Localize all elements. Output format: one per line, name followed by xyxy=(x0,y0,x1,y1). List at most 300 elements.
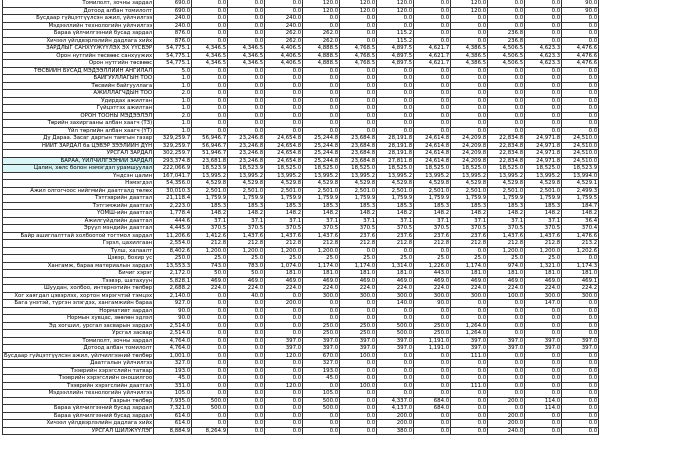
value-cell[interactable]: 0.0 xyxy=(414,315,451,323)
value-cell[interactable]: 0.0 xyxy=(265,292,303,300)
value-cell[interactable]: 0.0 xyxy=(340,112,377,120)
row-label-cell[interactable]: Тэтгэмжийн даатгал xyxy=(3,202,154,210)
row-label-cell[interactable]: Тээвэр, шатахуун xyxy=(3,277,154,285)
row-label-cell[interactable]: Бага үнэтэй, түргэн элэгдэх, хангамжийн бараа xyxy=(3,300,154,308)
value-cell[interactable]: 213.2 xyxy=(562,240,599,248)
value-cell[interactable]: 0.0 xyxy=(303,315,340,323)
value-cell[interactable]: 185.3 xyxy=(340,202,377,210)
value-cell[interactable]: 13,995.2 xyxy=(451,172,488,180)
value-cell[interactable]: 0.0 xyxy=(451,82,488,90)
value-cell[interactable]: 0.0 xyxy=(414,382,451,390)
value-cell[interactable]: 0.0 xyxy=(414,112,451,120)
value-cell[interactable]: 24,971.8 xyxy=(525,135,562,143)
value-cell[interactable]: 0.0 xyxy=(265,90,303,98)
value-cell[interactable]: 0.0 xyxy=(303,412,340,420)
value-cell[interactable]: 0.0 xyxy=(451,427,488,435)
value-cell[interactable]: 0.0 xyxy=(377,15,414,23)
value-cell[interactable]: 0.0 xyxy=(377,112,414,120)
value-cell[interactable]: 2,554.0 xyxy=(154,240,192,248)
value-cell[interactable]: 237.6 xyxy=(451,232,488,240)
value-cell[interactable]: 0.0 xyxy=(265,105,303,113)
value-cell[interactable]: 0.0 xyxy=(228,360,265,368)
value-cell[interactable]: 1,200.0 xyxy=(265,247,303,255)
value-cell[interactable]: 0.0 xyxy=(228,82,265,90)
value-cell[interactable]: 329,259.7 xyxy=(154,135,192,143)
value-cell[interactable]: 0.0 xyxy=(377,315,414,323)
value-cell[interactable]: 200.0 xyxy=(488,412,525,420)
value-cell[interactable]: 500.0 xyxy=(192,397,228,405)
value-cell[interactable]: 0.0 xyxy=(340,22,377,30)
value-cell[interactable]: 974.0 xyxy=(488,262,525,270)
value-cell[interactable]: 0.0 xyxy=(451,412,488,420)
value-cell[interactable]: 0.0 xyxy=(414,105,451,113)
value-cell[interactable]: 397.0 xyxy=(265,345,303,353)
value-cell[interactable]: 0.0 xyxy=(414,82,451,90)
value-cell[interactable]: 250.0 xyxy=(340,322,377,330)
value-cell[interactable]: 397.0 xyxy=(303,337,340,345)
value-cell[interactable]: 4,346.5 xyxy=(228,60,265,68)
value-cell[interactable]: 37.1 xyxy=(265,217,303,225)
value-cell[interactable]: 0.0 xyxy=(451,367,488,375)
value-cell[interactable]: 224.0 xyxy=(488,285,525,293)
value-cell[interactable]: 25.0 xyxy=(525,255,562,263)
value-cell[interactable]: 1,759.9 xyxy=(414,195,451,203)
value-cell[interactable]: 120.0 xyxy=(340,0,377,7)
value-cell[interactable]: 0.0 xyxy=(228,405,265,413)
value-cell[interactable]: 148.2 xyxy=(303,210,340,218)
value-cell[interactable]: 0.0 xyxy=(192,90,228,98)
value-cell[interactable]: 4,621.7 xyxy=(414,52,451,60)
value-cell[interactable]: 0.0 xyxy=(525,7,562,15)
value-cell[interactable]: 397.0 xyxy=(525,337,562,345)
value-cell[interactable]: 240.0 xyxy=(154,22,192,30)
value-cell[interactable]: 8,884.9 xyxy=(154,427,192,435)
value-cell[interactable]: 0.0 xyxy=(192,360,228,368)
row-label-cell[interactable]: Хичээл үйлдвэрлэлийн дадлага хийх xyxy=(3,37,154,45)
value-cell[interactable]: 2,501.0 xyxy=(192,187,228,195)
value-cell[interactable]: 212.8 xyxy=(414,240,451,248)
row-label-cell[interactable]: Цалин, хөлс болон нэмэгдэл урамшуулал xyxy=(3,165,154,173)
value-cell[interactable]: 469.0 xyxy=(451,277,488,285)
value-cell[interactable]: 24,209.8 xyxy=(451,142,488,150)
value-cell[interactable]: 0.0 xyxy=(488,322,525,330)
value-cell[interactable]: 4,529.8 xyxy=(488,180,525,188)
value-cell[interactable]: 24,654.8 xyxy=(265,142,303,150)
value-cell[interactable]: 2,514.0 xyxy=(154,330,192,338)
value-cell[interactable]: 18,525.0 xyxy=(488,165,525,173)
value-cell[interactable]: 24,209.8 xyxy=(451,150,488,158)
value-cell[interactable]: 0.0 xyxy=(265,360,303,368)
value-cell[interactable]: 212.8 xyxy=(488,240,525,248)
value-cell[interactable]: 0.0 xyxy=(340,405,377,413)
value-cell[interactable]: 13,995.2 xyxy=(414,172,451,180)
value-cell[interactable]: 90.0 xyxy=(154,307,192,315)
value-cell[interactable]: 0.0 xyxy=(414,30,451,38)
row-label-cell[interactable]: Үйл төрлийн албан хаагч (ҮТ) xyxy=(3,127,154,135)
value-cell[interactable]: 0.0 xyxy=(265,427,303,435)
value-cell[interactable]: 200.0 xyxy=(488,397,525,405)
row-label-cell[interactable]: Мэдээллийн технологийн үйлчилгээ xyxy=(3,22,154,30)
value-cell[interactable]: 1,264.0 xyxy=(451,330,488,338)
value-cell[interactable]: 181.0 xyxy=(377,270,414,278)
value-cell[interactable]: 0.0 xyxy=(303,90,340,98)
row-label-cell[interactable]: Шуудан, холбоо, интернэтийн төлбөр xyxy=(3,285,154,293)
value-cell[interactable]: 0.0 xyxy=(228,375,265,383)
value-cell[interactable]: 23,684.8 xyxy=(340,142,377,150)
value-cell[interactable]: 300.0 xyxy=(451,292,488,300)
row-label-cell[interactable]: Томилолт, зочны зардал xyxy=(3,337,154,345)
value-cell[interactable]: 90.0 xyxy=(154,315,192,323)
value-cell[interactable]: 51,946.7 xyxy=(192,150,228,158)
value-cell[interactable]: 105.0 xyxy=(154,390,192,398)
value-cell[interactable]: 1,759.9 xyxy=(451,195,488,203)
value-cell[interactable]: 237.6 xyxy=(414,232,451,240)
value-cell[interactable]: 0.0 xyxy=(488,105,525,113)
value-cell[interactable]: 0.0 xyxy=(228,345,265,353)
value-cell[interactable]: 4,529.8 xyxy=(525,180,562,188)
value-cell[interactable]: 37.1 xyxy=(451,217,488,225)
row-label-cell[interactable]: ТӨСВИЙН БУСАД МЭДЭЭЛЛИЙН АНГИЛАЛ xyxy=(3,67,154,75)
value-cell[interactable]: 25,244.8 xyxy=(303,135,340,143)
value-cell[interactable]: 4,764.0 xyxy=(154,345,192,353)
value-cell[interactable]: 469.0 xyxy=(488,277,525,285)
value-cell[interactable]: 37.1 xyxy=(303,217,340,225)
value-cell[interactable]: 23,684.8 xyxy=(340,135,377,143)
value-cell[interactable]: 0.0 xyxy=(525,22,562,30)
value-cell[interactable]: 1.0 xyxy=(154,105,192,113)
value-cell[interactable]: 4,621.7 xyxy=(414,45,451,53)
value-cell[interactable]: 212.8 xyxy=(377,240,414,248)
value-cell[interactable]: 0.0 xyxy=(192,67,228,75)
value-cell[interactable]: 0.0 xyxy=(525,382,562,390)
value-cell[interactable]: 397.0 xyxy=(488,345,525,353)
value-cell[interactable]: 0.0 xyxy=(451,315,488,323)
value-cell[interactable]: 0.0 xyxy=(192,330,228,338)
value-cell[interactable]: 4,888.5 xyxy=(303,45,340,53)
value-cell[interactable]: 380.0 xyxy=(377,427,414,435)
row-label-cell[interactable]: ҮОМШ-ийн даатгал xyxy=(3,210,154,218)
value-cell[interactable]: 37.1 xyxy=(377,217,414,225)
row-label-cell[interactable]: Байр ашиглалттай холбоотой тогтмол зардал xyxy=(3,232,154,240)
value-cell[interactable]: 0.0 xyxy=(228,127,265,135)
value-cell[interactable]: 0.0 xyxy=(340,412,377,420)
value-cell[interactable]: 212.8 xyxy=(265,240,303,248)
value-cell[interactable]: 4,529.8 xyxy=(228,180,265,188)
row-label-cell[interactable]: Нормативт зардал xyxy=(3,307,154,315)
value-cell[interactable]: 397.0 xyxy=(451,345,488,353)
value-cell[interactable]: 23,246.8 xyxy=(228,142,265,150)
value-cell[interactable]: 300.0 xyxy=(303,292,340,300)
value-cell[interactable]: 0.0 xyxy=(340,307,377,315)
value-cell[interactable]: 0.0 xyxy=(488,67,525,75)
value-cell[interactable]: 11,206.6 xyxy=(154,232,192,240)
value-cell[interactable]: 0.0 xyxy=(303,420,340,428)
value-cell[interactable]: 28,191.8 xyxy=(377,150,414,158)
value-cell[interactable]: 0.0 xyxy=(488,330,525,338)
value-cell[interactable]: 250.0 xyxy=(303,322,340,330)
value-cell[interactable]: 250.0 xyxy=(303,330,340,338)
value-cell[interactable]: 370.5 xyxy=(377,225,414,233)
value-cell[interactable]: 0.0 xyxy=(265,390,303,398)
value-cell[interactable]: 45.0 xyxy=(303,375,340,383)
value-cell[interactable]: 185.3 xyxy=(303,202,340,210)
value-cell[interactable]: 24,654.8 xyxy=(265,135,303,143)
value-cell[interactable]: 0.0 xyxy=(303,75,340,83)
value-cell[interactable]: 397.0 xyxy=(451,337,488,345)
value-cell[interactable]: 0.0 xyxy=(525,360,562,368)
value-cell[interactable]: 0.0 xyxy=(192,75,228,83)
value-cell[interactable]: 200.0 xyxy=(377,420,414,428)
value-cell[interactable]: 1,437.6 xyxy=(525,232,562,240)
value-cell[interactable]: 212.8 xyxy=(228,240,265,248)
value-cell[interactable]: 500.0 xyxy=(377,330,414,338)
value-cell[interactable]: 0.0 xyxy=(525,307,562,315)
value-cell[interactable]: 224.0 xyxy=(414,285,451,293)
value-cell[interactable]: 0.0 xyxy=(265,322,303,330)
row-label-cell[interactable]: Хог хаягдал цэвэрлэх, хортон мэрэгчтэй тэмцэх xyxy=(3,292,154,300)
value-cell[interactable]: 0.0 xyxy=(414,15,451,23)
value-cell[interactable]: 0.0 xyxy=(488,382,525,390)
value-cell[interactable]: 0.0 xyxy=(303,382,340,390)
value-cell[interactable]: 0.0 xyxy=(265,307,303,315)
value-cell[interactable]: 4,506.5 xyxy=(488,45,525,53)
value-cell[interactable]: 0.0 xyxy=(228,90,265,98)
value-cell[interactable]: 18,525.0 xyxy=(451,165,488,173)
value-cell[interactable]: 0.0 xyxy=(525,427,562,435)
value-cell[interactable]: 0.0 xyxy=(525,75,562,83)
value-cell[interactable]: 397.0 xyxy=(340,337,377,345)
row-label-cell[interactable]: ЗАРДЛЫГ САНХҮҮЖҮҮЛЭХ ЭХ ҮҮСВЭР xyxy=(3,45,154,53)
value-cell[interactable]: 0.0 xyxy=(340,90,377,98)
value-cell[interactable]: 2,501.0 xyxy=(377,187,414,195)
value-cell[interactable]: 224.0 xyxy=(228,285,265,293)
value-cell[interactable]: 0.0 xyxy=(451,37,488,45)
value-cell[interactable]: 56,946.7 xyxy=(192,142,228,150)
value-cell[interactable]: 120.0 xyxy=(451,7,488,15)
row-label-cell[interactable]: Ажилгүйдлийн даатгал xyxy=(3,217,154,225)
value-cell[interactable]: 4,346.5 xyxy=(192,60,228,68)
value-cell[interactable]: 0.0 xyxy=(265,412,303,420)
value-cell[interactable]: 25.0 xyxy=(265,255,303,263)
value-cell[interactable]: 0.0 xyxy=(488,315,525,323)
value-cell[interactable]: 22,834.8 xyxy=(488,142,525,150)
value-cell[interactable]: 4,764.0 xyxy=(154,337,192,345)
value-cell[interactable]: 24,209.8 xyxy=(451,135,488,143)
value-cell[interactable]: 185.3 xyxy=(228,202,265,210)
value-cell[interactable]: 500.0 xyxy=(377,322,414,330)
row-label-cell[interactable]: Эрүүл мэндийн даатгал xyxy=(3,225,154,233)
value-cell[interactable]: 120.0 xyxy=(303,7,340,15)
value-cell[interactable]: 148.2 xyxy=(562,210,599,218)
value-cell[interactable]: 4,445.9 xyxy=(154,225,192,233)
value-cell[interactable]: 184.7 xyxy=(562,202,599,210)
value-cell[interactable]: 690.0 xyxy=(154,7,192,15)
value-cell[interactable]: 212.8 xyxy=(192,240,228,248)
value-cell[interactable]: 37.1 xyxy=(228,217,265,225)
value-cell[interactable]: 0.0 xyxy=(377,382,414,390)
row-label-cell[interactable]: Газрын төлбөр xyxy=(3,397,154,405)
value-cell[interactable]: 24,971.8 xyxy=(525,150,562,158)
value-cell[interactable]: 24,654.8 xyxy=(265,150,303,158)
value-cell[interactable]: 24,614.8 xyxy=(414,157,451,165)
value-cell[interactable]: 2,223.0 xyxy=(154,202,192,210)
value-cell[interactable]: 185.3 xyxy=(377,202,414,210)
value-cell[interactable]: 4,506.5 xyxy=(488,60,525,68)
value-cell[interactable]: 45.0 xyxy=(154,375,192,383)
value-cell[interactable]: 0.0 xyxy=(265,420,303,428)
value-cell[interactable]: 37.1 xyxy=(414,217,451,225)
value-cell[interactable]: 4,476.6 xyxy=(562,52,599,60)
value-cell[interactable]: 397.0 xyxy=(303,345,340,353)
value-cell[interactable]: 25.0 xyxy=(303,255,340,263)
value-cell[interactable]: 0.0 xyxy=(488,307,525,315)
value-cell[interactable]: 0.0 xyxy=(525,90,562,98)
value-cell[interactable]: 4,623.3 xyxy=(525,52,562,60)
value-cell[interactable]: 120.0 xyxy=(265,382,303,390)
value-cell[interactable]: 0.0 xyxy=(562,427,599,435)
value-cell[interactable]: 397.0 xyxy=(377,345,414,353)
row-label-cell[interactable]: БАРАА, ҮЙЛЧИЛГЭЭНИЙ ЗАРДАЛ xyxy=(3,157,154,165)
value-cell[interactable]: 4,529.8 xyxy=(265,180,303,188)
value-cell[interactable]: 28,191.8 xyxy=(377,135,414,143)
value-cell[interactable]: 212.8 xyxy=(451,240,488,248)
row-label-cell[interactable]: Орон нутгийн төсвөөс xyxy=(3,60,154,68)
value-cell[interactable]: 0.0 xyxy=(228,397,265,405)
value-cell[interactable]: 0.0 xyxy=(303,22,340,30)
value-cell[interactable]: 0.0 xyxy=(488,22,525,30)
value-cell[interactable]: 114.0 xyxy=(525,397,562,405)
value-cell[interactable]: 24,614.8 xyxy=(414,142,451,150)
value-cell[interactable]: 0.0 xyxy=(488,97,525,105)
value-cell[interactable]: 0.0 xyxy=(340,375,377,383)
value-cell[interactable]: 4,768.5 xyxy=(340,45,377,53)
value-cell[interactable]: 1,200.0 xyxy=(228,247,265,255)
value-cell[interactable]: 0.0 xyxy=(562,255,599,263)
value-cell[interactable]: 2,501.0 xyxy=(303,187,340,195)
value-cell[interactable]: 0.0 xyxy=(562,22,599,30)
value-cell[interactable]: 4,346.5 xyxy=(192,45,228,53)
value-cell[interactable]: 0.0 xyxy=(488,7,525,15)
value-cell[interactable]: 148.2 xyxy=(451,210,488,218)
row-label-cell[interactable]: Цэвэр, бохир ус xyxy=(3,255,154,263)
value-cell[interactable]: 4,346.5 xyxy=(192,52,228,60)
value-cell[interactable]: 0.0 xyxy=(192,82,228,90)
value-cell[interactable]: 1,200.0 xyxy=(303,247,340,255)
value-cell[interactable]: 0.0 xyxy=(228,322,265,330)
value-cell[interactable]: 40.0 xyxy=(228,292,265,300)
value-cell[interactable]: 200.0 xyxy=(488,420,525,428)
value-cell[interactable]: 2,140.0 xyxy=(154,292,192,300)
value-cell[interactable]: 370.5 xyxy=(340,225,377,233)
value-cell[interactable]: 0.0 xyxy=(228,105,265,113)
value-cell[interactable]: 397.0 xyxy=(265,337,303,345)
value-cell[interactable]: 13,995.2 xyxy=(192,172,228,180)
value-cell[interactable]: 115.2 xyxy=(377,30,414,38)
value-cell[interactable]: 22,834.8 xyxy=(488,135,525,143)
value-cell[interactable]: 1,226.0 xyxy=(414,262,451,270)
value-cell[interactable]: 0.0 xyxy=(377,375,414,383)
value-cell[interactable]: 0.0 xyxy=(562,330,599,338)
value-cell[interactable]: 23,684.8 xyxy=(340,157,377,165)
value-cell[interactable]: 783.0 xyxy=(228,262,265,270)
value-cell[interactable]: 0.0 xyxy=(562,120,599,128)
value-cell[interactable]: 0.0 xyxy=(525,120,562,128)
value-cell[interactable]: 4,386.5 xyxy=(451,45,488,53)
value-cell[interactable]: 1,174.0 xyxy=(340,262,377,270)
value-cell[interactable]: 0.0 xyxy=(414,412,451,420)
value-cell[interactable]: 0.0 xyxy=(525,367,562,375)
value-cell[interactable]: 0.0 xyxy=(228,315,265,323)
value-cell[interactable]: 200.0 xyxy=(377,412,414,420)
row-label-cell[interactable]: Тээврийн хэрэгслийн татвар xyxy=(3,367,154,375)
value-cell[interactable]: 120.0 xyxy=(265,352,303,360)
value-cell[interactable]: 0.0 xyxy=(451,22,488,30)
value-cell[interactable]: 1,202.6 xyxy=(562,247,599,255)
value-cell[interactable]: 0.0 xyxy=(340,127,377,135)
value-cell[interactable]: 1,437.6 xyxy=(265,232,303,240)
value-cell[interactable]: 370.5 xyxy=(525,225,562,233)
value-cell[interactable]: 0.0 xyxy=(340,97,377,105)
value-cell[interactable]: 0.0 xyxy=(562,390,599,398)
row-label-cell[interactable]: Гүйцэтгэх ажилтан xyxy=(3,105,154,113)
value-cell[interactable]: 23,684.8 xyxy=(340,150,377,158)
value-cell[interactable]: 0.0 xyxy=(192,390,228,398)
value-cell[interactable]: 23,246.8 xyxy=(228,157,265,165)
value-cell[interactable]: 0.0 xyxy=(525,67,562,75)
value-cell[interactable]: 185.3 xyxy=(265,202,303,210)
value-cell[interactable]: 1,200.0 xyxy=(525,247,562,255)
value-cell[interactable]: 240.0 xyxy=(265,15,303,23)
value-cell[interactable]: 0.0 xyxy=(377,120,414,128)
row-label-cell[interactable]: Томилолт, зочны зардал xyxy=(3,0,154,7)
value-cell[interactable]: 0.0 xyxy=(525,420,562,428)
value-cell[interactable]: 0.0 xyxy=(414,307,451,315)
value-cell[interactable]: 0.0 xyxy=(451,247,488,255)
value-cell[interactable]: 18,525.0 xyxy=(525,165,562,173)
value-cell[interactable]: 0.0 xyxy=(192,0,228,7)
value-cell[interactable]: 469.0 xyxy=(414,277,451,285)
value-cell[interactable]: 0.0 xyxy=(414,37,451,45)
value-cell[interactable]: 0.0 xyxy=(192,105,228,113)
value-cell[interactable]: 0.0 xyxy=(488,15,525,23)
value-cell[interactable]: 2,499.3 xyxy=(562,187,599,195)
value-cell[interactable]: 212.8 xyxy=(340,240,377,248)
value-cell[interactable]: 0.0 xyxy=(192,15,228,23)
value-cell[interactable]: 684.0 xyxy=(414,405,451,413)
value-cell[interactable]: 0.0 xyxy=(377,90,414,98)
row-label-cell[interactable]: Хичээл үйлдвэрлэлийн дадлага хийх xyxy=(3,420,154,428)
row-label-cell[interactable]: Тэтгэврийн даатгал xyxy=(3,195,154,203)
value-cell[interactable]: 0.0 xyxy=(303,127,340,135)
value-cell[interactable]: 1,437.6 xyxy=(303,232,340,240)
row-label-cell[interactable]: Бараа үйлчилгээний бусад зардал xyxy=(3,412,154,420)
row-label-cell[interactable]: Бараа үйлчилгээний бусад зардал xyxy=(3,30,154,38)
value-cell[interactable]: 224.2 xyxy=(562,285,599,293)
value-cell[interactable]: 0.0 xyxy=(340,67,377,75)
value-cell[interactable]: 0.0 xyxy=(228,300,265,308)
value-cell[interactable]: 1,437.6 xyxy=(228,232,265,240)
value-cell[interactable]: 327.0 xyxy=(303,360,340,368)
value-cell[interactable]: 0.0 xyxy=(488,390,525,398)
value-cell[interactable]: 684.0 xyxy=(414,397,451,405)
value-cell[interactable]: 148.2 xyxy=(525,210,562,218)
value-cell[interactable]: 397.0 xyxy=(340,345,377,353)
value-cell[interactable]: 500.0 xyxy=(303,405,340,413)
value-cell[interactable]: 0.0 xyxy=(303,105,340,113)
row-label-cell[interactable]: УРСГАЛ ШИЛЖҮҮЛЭГ xyxy=(3,427,154,435)
value-cell[interactable]: 397.0 xyxy=(377,337,414,345)
value-cell[interactable]: 0.0 xyxy=(192,112,228,120)
